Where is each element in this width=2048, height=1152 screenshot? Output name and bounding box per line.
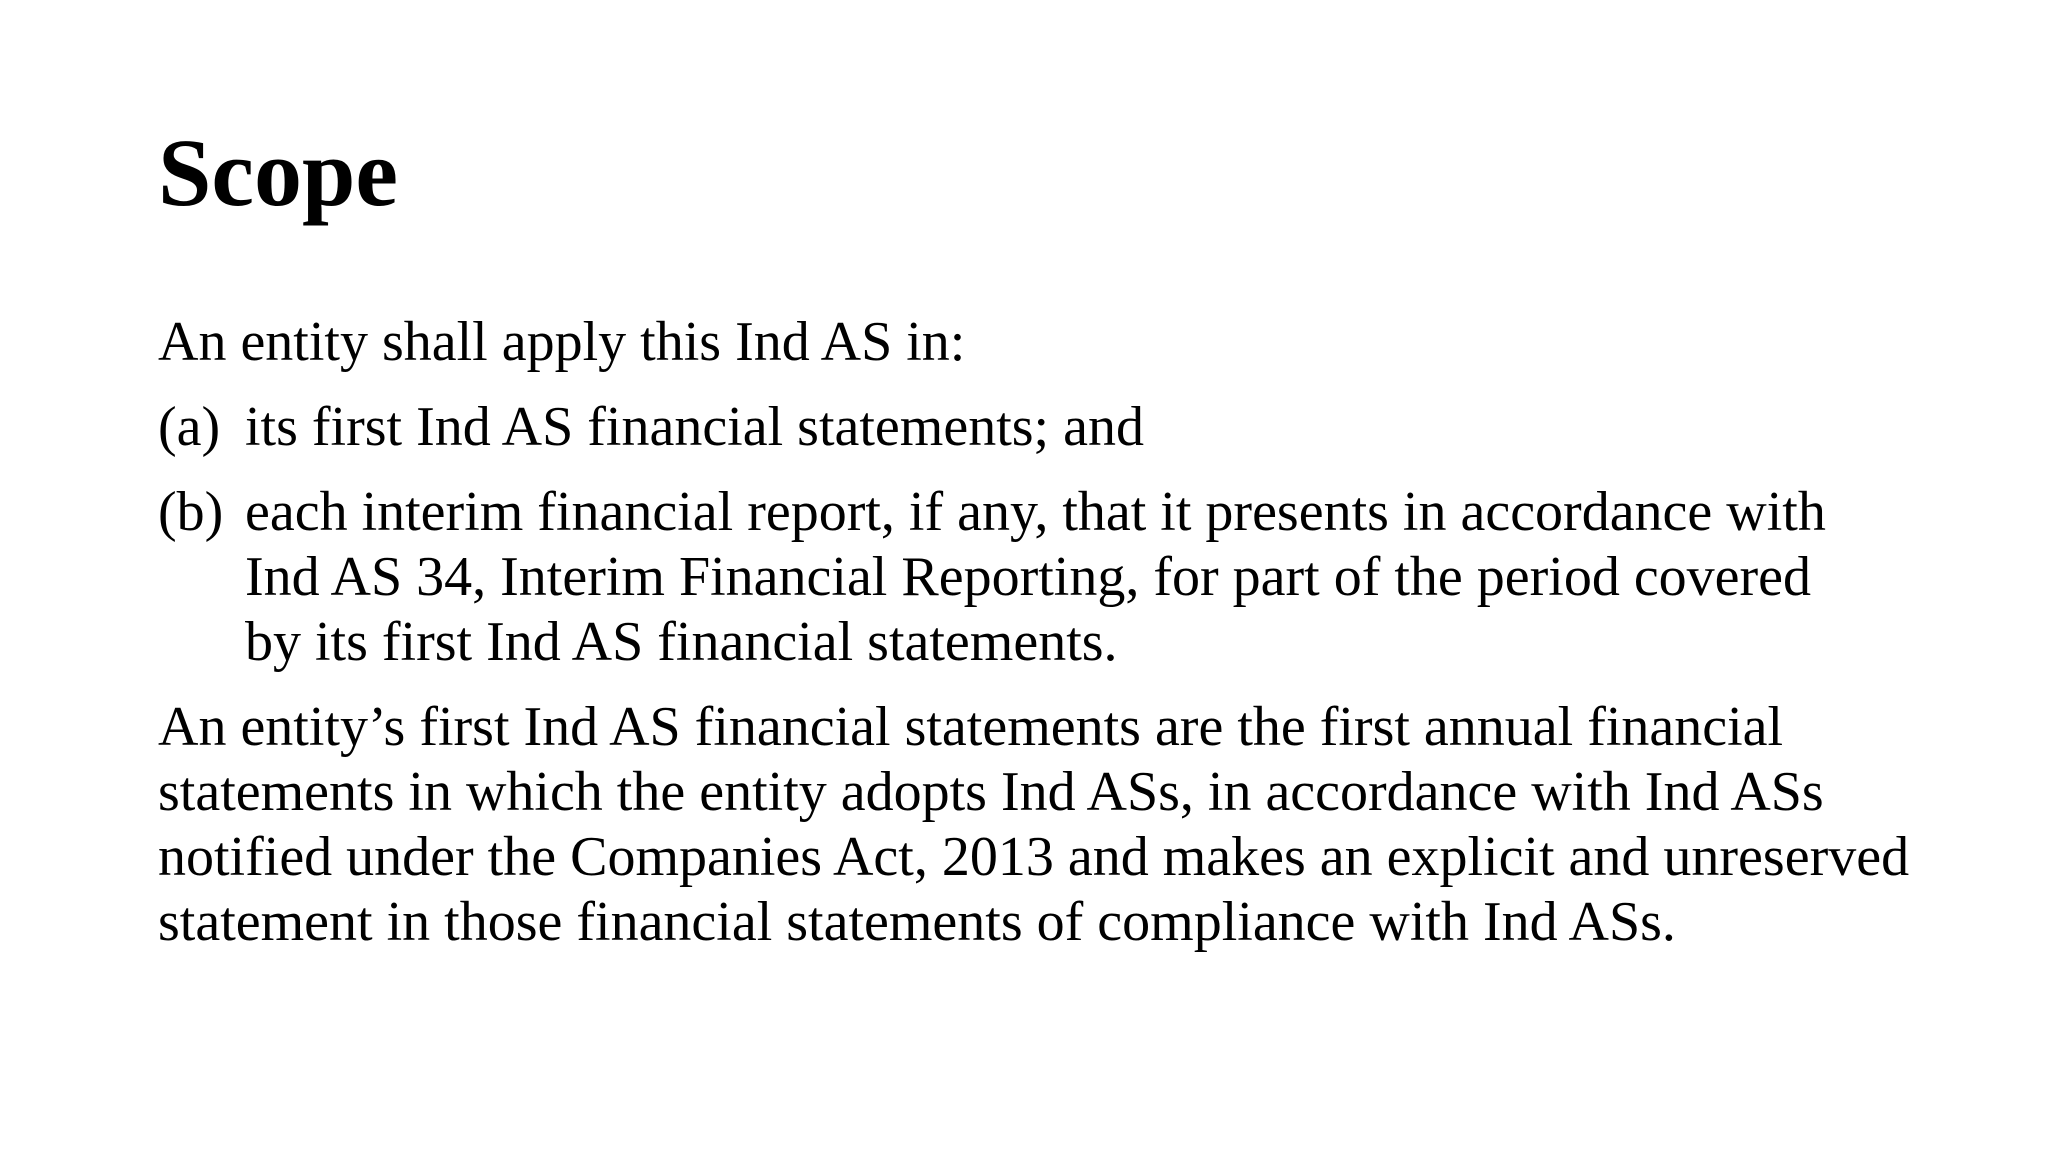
slide-body [158,310,1918,975]
list-item-text: each interim financial report, if any, that it presents in accordance with Ind AS 34, Interim Financial Reporting, for part of the period covered by its first Ind AS financial statements. [245,481,1826,673]
list-item-label: (b) [158,481,224,543]
list-item-label: (a) [158,396,221,458]
list-item-a [158,395,1918,460]
definition-paragraph: An entity’s first Ind AS financial statements are the first annual financial statements in which the entity adopts Ind ASs, in accordance with Ind ASs notified under the Companies Act, 2013 and makes an explicit and unreserved statement in those financial statements of compliance with Ind ASs. [158,696,1910,953]
intro-paragraph: An entity shall apply this Ind AS in: [158,311,966,373]
list-item-b [158,480,1918,675]
list-item-text: its first Ind AS financial statements; and [245,396,1144,458]
slide-title: Scope [158,119,398,226]
